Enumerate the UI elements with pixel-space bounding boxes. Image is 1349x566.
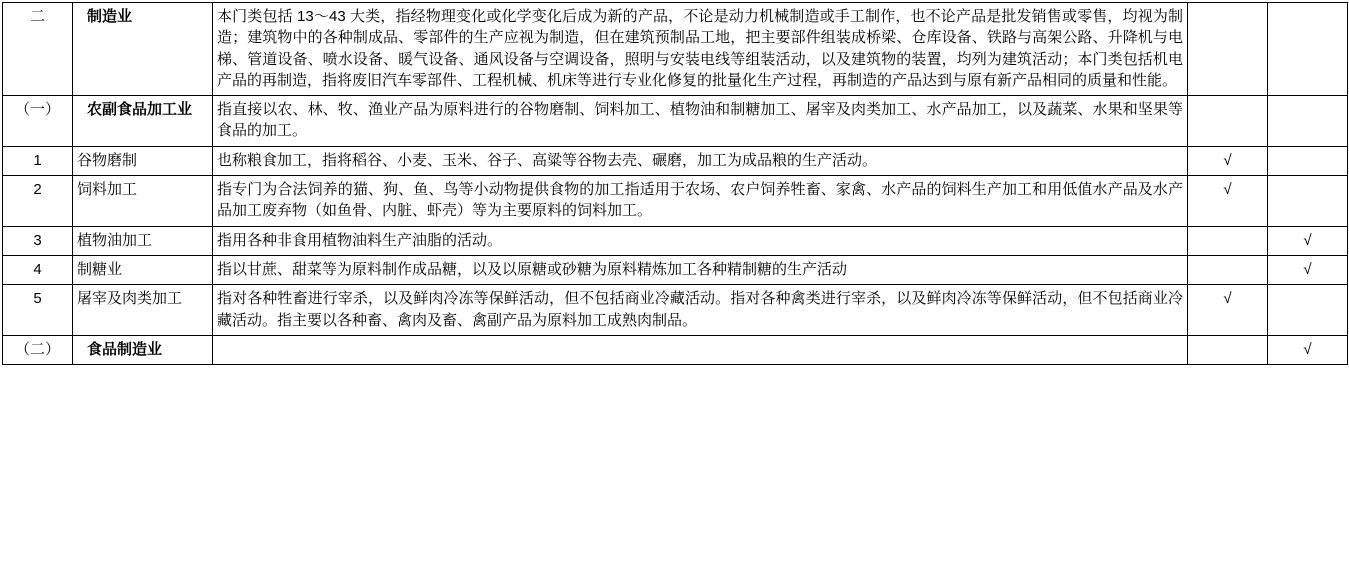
row-description: 本门类包括 13～43 大类，指经物理变化或化学变化后成为新的产品，不论是动力机械制造或手工制作，也不论产品是批发销售或零售，均视为制造；建筑物中的各种制成品、零部件的生产应视为制造，但在建筑预制品工地，把主要部件组装成桥梁、仓库设备、铁路与高架公路、升降机与电梯、管道设备、喷水设备、暖气设备、通风设备与空调设备，照明与安装电线等组装活动，以及建筑物的装置，均列为建筑活动；本门类包括机电产品的再制造，指将废旧汽车零部件、工程机械、机床等进行专业化修复的批量化生产过程，再制造的产品达到与原有新产品相同的质量和性能。 (213, 3, 1188, 96)
row-description: 也称粮食加工，指将稻谷、小麦、玉米、谷子、高粱等谷物去壳、碾磨，加工为成品粮的生产活动。 (213, 146, 1188, 175)
table-row (3, 226, 1348, 255)
row-mark-1 (1188, 226, 1268, 255)
table-row (3, 3, 1348, 96)
row-mark-1 (1188, 255, 1268, 284)
row-mark-2 (1268, 176, 1348, 227)
row-description: 指用各种非食用植物油料生产油脂的活动。 (213, 226, 1188, 255)
row-number: 2 (3, 176, 73, 227)
row-category-name: 饲料加工 (73, 176, 213, 227)
table-body (3, 3, 1348, 365)
table-row (3, 96, 1348, 147)
row-mark-1 (1188, 96, 1268, 147)
row-category-name: 农副食品加工业 (73, 96, 213, 147)
row-mark-1: √ (1188, 146, 1268, 175)
row-mark-2 (1268, 146, 1348, 175)
row-category-name: 植物油加工 (73, 226, 213, 255)
table-row (3, 335, 1348, 364)
row-mark-2 (1268, 96, 1348, 147)
row-mark-2: √ (1268, 255, 1348, 284)
row-category-name: 谷物磨制 (73, 146, 213, 175)
row-number: 4 (3, 255, 73, 284)
row-number: （二） (3, 335, 73, 364)
row-description: 指专门为合法饲养的猫、狗、鱼、鸟等小动物提供食物的加工指适用于农场、农户饲养牲畜、家禽、水产品的饲料生产加工和用低值水产品及水产品加工废弃物（如鱼骨、内脏、虾壳）等为主要原料的饲料加工。 (213, 176, 1188, 227)
row-description: 指对各种牲畜进行宰杀，以及鲜肉冷冻等保鲜活动，但不包括商业冷藏活动。指对各种禽类进行宰杀，以及鲜肉冷冻等保鲜活动，但不包括商业冷藏活动。指主要以各种畜、禽肉及畜、禽副产品为原料加工成熟肉制品。 (213, 285, 1188, 336)
row-number: 二 (3, 3, 73, 96)
row-mark-2: √ (1268, 226, 1348, 255)
row-description (213, 335, 1188, 364)
row-description: 指直接以农、林、牧、渔业产品为原料进行的谷物磨制、饲料加工、植物油和制糖加工、屠宰及肉类加工、水产品加工，以及蔬菜、水果和坚果等食品的加工。 (213, 96, 1188, 147)
industry-classification-table (2, 2, 1348, 365)
row-number: 1 (3, 146, 73, 175)
row-category-name: 制糖业 (73, 255, 213, 284)
table-row (3, 255, 1348, 284)
row-mark-1 (1188, 335, 1268, 364)
row-mark-1 (1188, 3, 1268, 96)
row-mark-1: √ (1188, 176, 1268, 227)
row-number: 3 (3, 226, 73, 255)
table-row (3, 176, 1348, 227)
table-row (3, 285, 1348, 336)
row-mark-2 (1268, 3, 1348, 96)
row-mark-2: √ (1268, 335, 1348, 364)
row-mark-1: √ (1188, 285, 1268, 336)
row-number: （一） (3, 96, 73, 147)
table-row (3, 146, 1348, 175)
row-number: 5 (3, 285, 73, 336)
row-mark-2 (1268, 285, 1348, 336)
row-description: 指以甘蔗、甜菜等为原料制作成品糖，以及以原糖或砂糖为原料精炼加工各种精制糖的生产活动 (213, 255, 1188, 284)
row-category-name: 制造业 (73, 3, 213, 96)
row-category-name: 食品制造业 (73, 335, 213, 364)
row-category-name: 屠宰及肉类加工 (73, 285, 213, 336)
